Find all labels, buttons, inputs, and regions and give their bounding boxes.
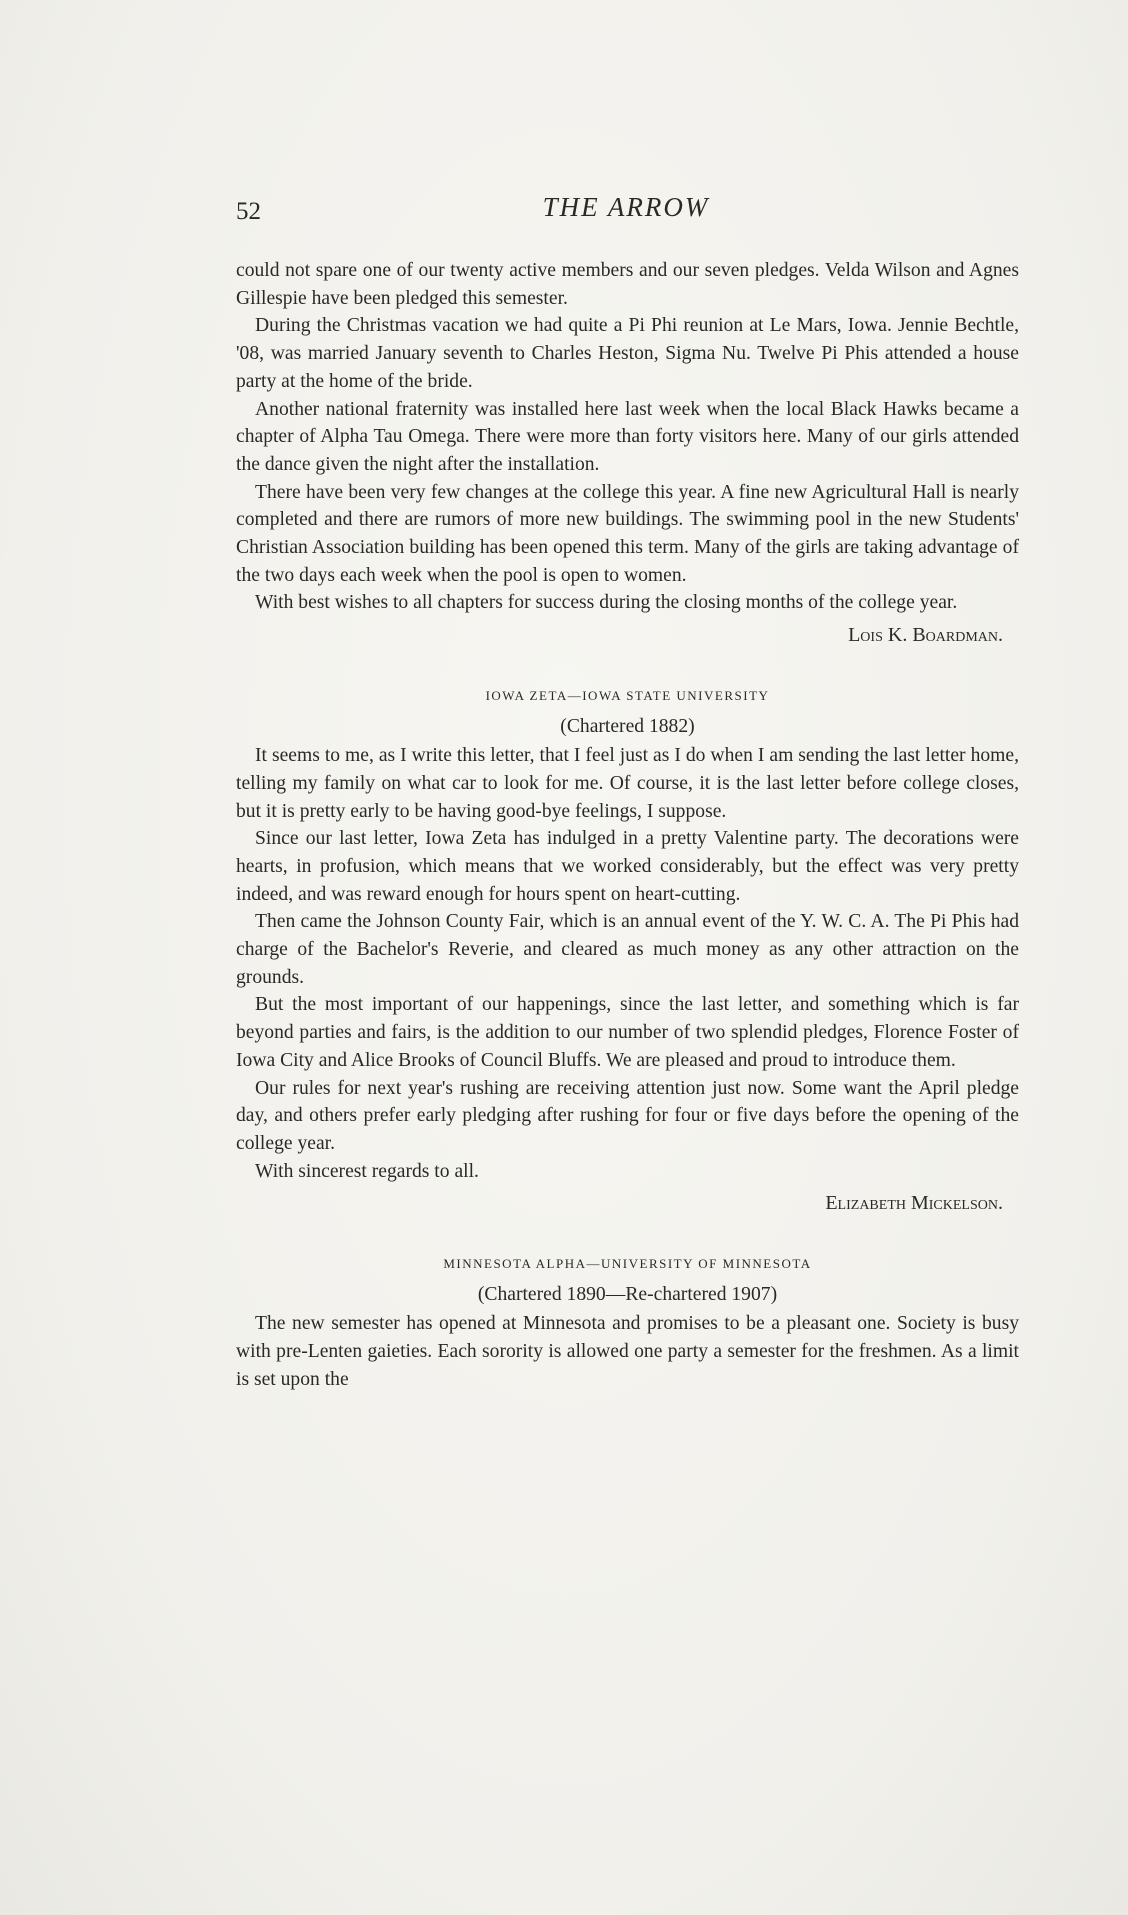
paragraph: Our rules for next year's rushing are receiving attention just now. Some want the April pledge day, and others prefer early pledging after rushing for four or five days before the opening of the college year. [236, 1077, 1019, 1154]
paragraph: Then came the Johnson County Fair, which is an annual event of the Y. W. C. A. The Pi Phis had charge of the Bachelor's Reverie, and cleared as much money as any other attraction on the grounds. [236, 911, 1019, 988]
paragraph: With sincerest regards to all. [255, 1160, 479, 1182]
signature: Lois K. Boardman. [848, 624, 1003, 647]
page-body [236, 257, 1019, 1394]
paragraph: During the Christmas vacation we had quite a Pi Phi reunion at Le Mars, Iowa. Jennie Bechtle, '08, was married January seventh to Charles Heston, Sigma Nu. Twelve Pi Phis attended a house party at the home of the bride. [236, 315, 1019, 392]
paragraph: could not spare one of our twenty active members and our seven pledges. Velda Wilson and Agnes Gillespie have been pledged this semester. [236, 260, 1019, 309]
paragraph: With best wishes to all chapters for success during the closing months of the college year. [255, 592, 958, 614]
paragraph: But the most important of our happenings, since the last letter, and something which is far beyond parties and fairs, is the addition to our number of two splendid pledges, Florence Foster of Iowa City and Alice Brooks of Council Bluffs. We are pleased and proud to introduce them. [236, 994, 1019, 1071]
paragraph: It seems to me, as I write this letter, that I feel just as I do when I am sending the last letter home, telling my family on what car to look for me. Of course, it is the last letter before college closes, but it is pretty early to be having good-bye feelings, I suppose. [236, 745, 1019, 822]
chartered-date: (Chartered 1890—Re-chartered 1907) [477, 1284, 778, 1306]
paragraph: There have been very few changes at the college this year. A fine new Agricultural Hall is nearly completed and there are rumors of more new buildings. The swimming pool in the new Students' Christian Association building has been opened this term. Many of the girls are taking advantage of the two days each week when the pool is open to women. [236, 481, 1019, 586]
paragraph: Another national fraternity was installed here last week when the local Black Hawks became a chapter of Alpha Tau Omega. There were more than forty visitors here. Many of our girls attended the dance given the night after the installation. [236, 398, 1019, 475]
page-header [236, 192, 1016, 232]
chartered-date: (Chartered 1882) [560, 716, 695, 738]
chapter-heading: MINNESOTA ALPHA—UNIVERSITY OF MINNESOTA [443, 1256, 812, 1272]
paragraph: Since our last letter, Iowa Zeta has indulged in a pretty Valentine party. The decorations were hearts, in profusion, which means that we worked considerably, but the effect was very pretty indeed, and was reward enough for hours spent on heart-cutting. [236, 828, 1019, 905]
running-title: THE ARROW [542, 192, 710, 222]
paragraph: The new semester has opened at Minnesota and promises to be a pleasant one. Society is busy with pre-Lenten gaieties. Each sorority is allowed one party a semester for the freshmen. As a limit is set upon the [236, 1313, 1019, 1390]
signature: Elizabeth Mickelson. [825, 1192, 1003, 1215]
page-number: 52 [236, 198, 261, 225]
chapter-heading: IOWA ZETA—IOWA STATE UNIVERSITY [485, 688, 770, 704]
